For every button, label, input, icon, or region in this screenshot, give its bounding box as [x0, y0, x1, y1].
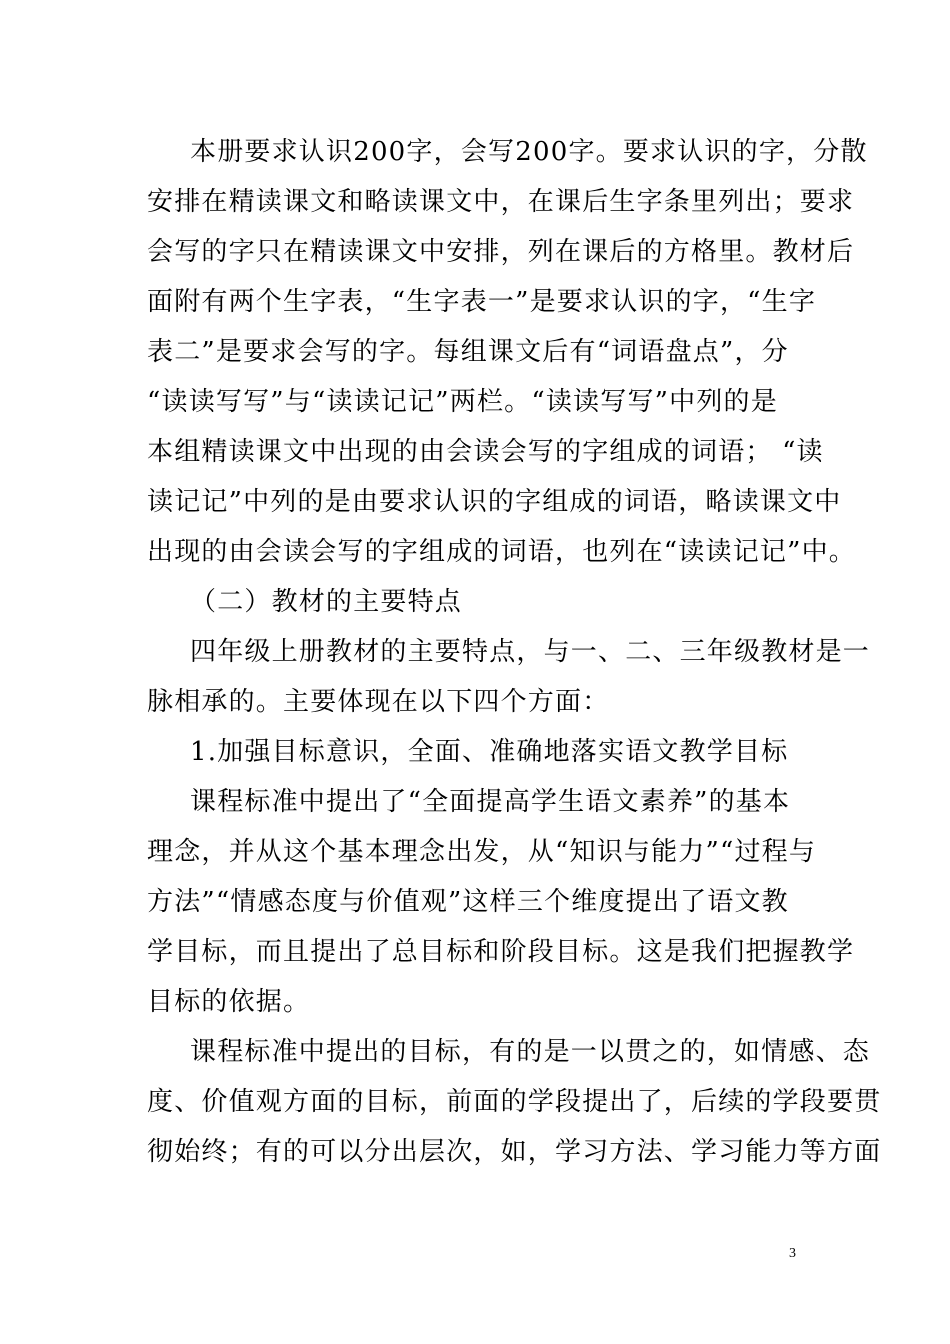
- page-number: 3: [789, 1246, 796, 1261]
- section-heading: （二）教材的主要特点: [190, 587, 463, 617]
- text-line: 本册要求认识200字，会写200字。要求认识的字，分散: [190, 137, 868, 167]
- text-line: 读记记”中列的是由要求认识的字组成的词语，略读课文中: [147, 487, 842, 517]
- text-line: 本组精读课文中出现的由会读会写的字组成的词语； “读: [147, 437, 824, 467]
- text-line: 四年级上册教材的主要特点，与一、二、三年级教材是一: [190, 637, 871, 667]
- text-line: 会写的字只在精读课文中安排，列在课后的方格里。教材后: [147, 237, 855, 267]
- text-line: 表二”是要求会写的字。每组课文后有“词语盘点”，分: [147, 337, 789, 367]
- text-line: 目标的依据。: [147, 987, 311, 1017]
- text-line: 出现的由会读会写的字组成的词语，也列在“读读记记”中。: [147, 537, 856, 567]
- text-line: 彻始终；有的可以分出层次，如，学习方法、学习能力等方面: [147, 1137, 882, 1167]
- text-line: 学目标，而且提出了总目标和阶段目标。这是我们把握教学: [147, 937, 855, 967]
- text-line: 课程标准中提出的目标，有的是一以贯之的，如情感、态: [190, 1037, 871, 1067]
- text-line: 脉相承的。主要体现在以下四个方面：: [147, 687, 610, 717]
- text-line: “读读写写”与“读读记记”两栏。“读读写写”中列的是: [147, 387, 778, 417]
- text-line: 方法”“情感态度与价值观”这样三个维度提出了语文教: [147, 887, 789, 917]
- text-line: 安排在精读课文和略读课文中，在课后生字条里列出；要求: [147, 187, 855, 217]
- subsection-heading: 1.加强目标意识，全面、准确地落实语文教学目标: [190, 737, 789, 767]
- text-line: 课程标准中提出了“全面提高学生语文素养”的基本: [190, 787, 791, 817]
- text-line: 度、价值观方面的目标，前面的学段提出了，后续的学段要贯: [147, 1087, 882, 1117]
- text-line: 面附有两个生字表，“生字表一”是要求认识的字，“生字: [147, 287, 817, 317]
- text-line: 理念，并从这个基本理念出发，从“知识与能力”“过程与: [147, 837, 817, 867]
